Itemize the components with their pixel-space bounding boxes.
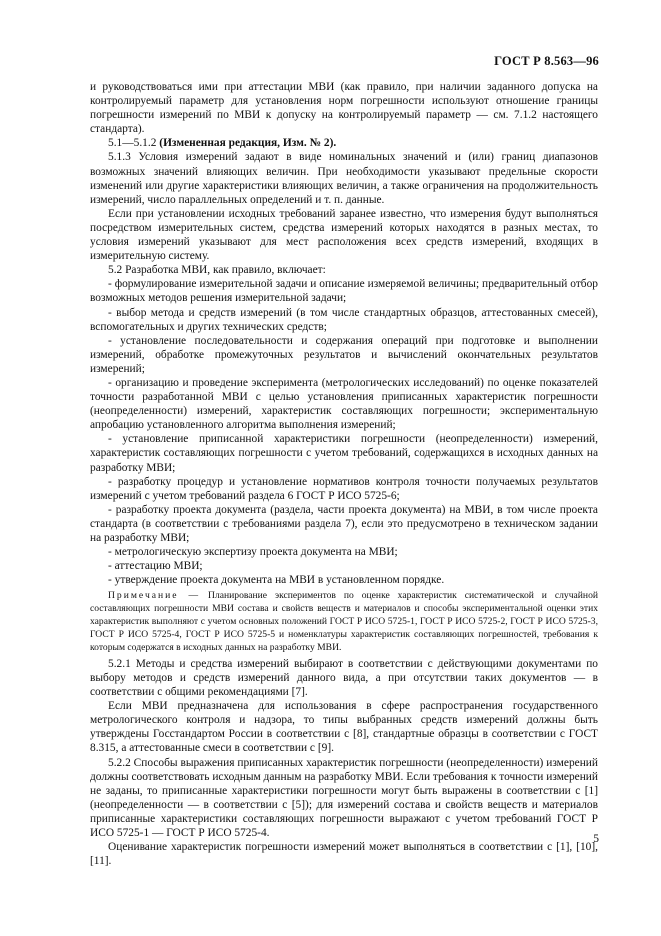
list-item: - выбор метода и средств измерений (в том числе стандартных образцов, аттестованных смесей), вспомогательных и других технических средств;: [90, 306, 598, 333]
note-label: Примечание —: [108, 590, 201, 602]
paragraph-state-control: Если МВИ предназначена для использования в сфере распространения государственного метрологического контроля и надзора, то типы выбранных средств измерений должны быть утверждены Госстандартом России в соответствии с [8], стандартные образцы в соответствии с ГОСТ 8.315, а аттестованные смеси в соответствии с [9].: [90, 700, 598, 755]
clause-5-2-2: 5.2.2 Способы выражения приписанных характеристик погрешности (неопределенности) измерений должны соответствовать исходным данным на разработку МВИ. Если требования к точности измерений не заданы, то приписанные характеристики погрешности могут быть выражены в соответствии с [1] (неопределенности — в соответствии с [5]); для измерений состава и свойств веществ и материалов приписанные характеристики составляющих погрешности выражают с учетом требований ГОСТ Р ИСО 5725-1 — ГОСТ Р ИСО 5725-4.: [90, 756, 598, 840]
document-code-header: ГОСТ Р 8.563—96: [494, 54, 599, 68]
note-block: [90, 590, 598, 655]
page-number: 5: [593, 833, 599, 845]
paragraph-measuring-systems: Если при установлении исходных требований заранее известно, что измерения будут выполняться посредством измерительных систем, средства измерений которых находятся в разных местах, то условия измерений указывают для мест расположения всех средств измерений, входящих в измерительную систему.: [90, 207, 598, 263]
amendment-line: [90, 136, 598, 150]
clause-range: 5.1—5.1.2: [108, 137, 157, 150]
amendment-note: (Измененная редакция, Изм. № 2).: [159, 137, 337, 150]
paragraph-continuation: и руководствоваться ими при аттестации МВИ (как правило, при наличии заданного допуска на контролируемый параметр для установления норм погрешности используют отношение границы погрешности измерений по МВИ к допуску на контролируемый параметр — см. 7.1.2 настоящего стандарта).: [90, 81, 598, 136]
list-item: - утверждение проекта документа на МВИ в установленном порядке.: [108, 574, 445, 587]
body-text: [90, 80, 598, 868]
paragraph-error-evaluation: Оценивание характеристик погрешности измерений может выполняться в соответствии с [1], [10], [11].: [90, 841, 598, 868]
list-item: - метрологическую экспертизу проекта документа на МВИ;: [108, 546, 398, 559]
list-item: - разработку проекта документа (раздела, части проекта документа) на МВИ, в том числе проекта стандарта (в соответствии с требованиями раздела 7), если это предусмотрено в техническом задании на разработку МВИ;: [90, 503, 598, 544]
list-item: - установление последовательности и содержания операций при подготовке и выполнении измерений, обработке промежуточных результатов и вычислений окончательных результатов измерений;: [90, 334, 598, 375]
clause-5-1-3: 5.1.3 Условия измерений задают в виде номинальных значений и (или) границ диапазонов возможных значений влияющих величин. При необходимости указывают предельные скорости изменений или другие характеристики влияющих величин, а также ограничения на продолжительность измерений, число параллельных определений и т. п. данные.: [90, 151, 598, 206]
list-item: - разработку процедур и установление нормативов контроля точности получаемых результатов измерений с учетом требований раздела 6 ГОСТ Р ИСО 5725-6;: [90, 475, 598, 502]
list-item: - установление приписанной характеристики погрешности (неопределенности) измерений, характеристик составляющих погрешности с учетом требований, содержащихся в исходных данных на разработку МВИ;: [90, 433, 598, 474]
list-item: - аттестацию МВИ;: [108, 560, 203, 573]
clause-5-2-1: 5.2.1 Методы и средства измерений выбирают в соответствии с действующими документами по выбору методов и средств измерений данного вида, а при отсутствии таких документов — в соответствии с общими рекомендациями [7].: [90, 657, 598, 699]
clause-5-2: 5.2 Разработка МВИ, как правило, включает:: [108, 264, 326, 277]
list-item: - организацию и проведение эксперимента (метрологических исследований) по оценке показателей точности разработанной МВИ с целью установления приписанных характеристик погрешности (неопределенности) измерений, характеристик составляющих погрешности; экспериментальную апробацию установленного алгоритма выполнения измерений;: [90, 376, 598, 432]
note-text: Планирование экспериментов по оценке характеристик систематической и случайной составляющих погрешности МВИ состава и свойств веществ и материалов и способы экспериментальной оценки этих характеристик выполняют с учетом основных положений ГОСТ Р ИСО 5725-1, ГОСТ Р ИСО 5725-2, ГОСТ Р ИСО 5725-3, ГОСТ Р ИСО 5725-4, ГОСТ Р ИСО 5725-5 и номенклатуры характеристик составляющих погрешностей, требования к которым содержатся в исходных данных на разработку МВИ.: [90, 590, 598, 653]
list-item: - формулирование измерительной задачи и описание измеряемой величины; предварительный отбор возможных методов решения измерительной задачи;: [90, 278, 598, 305]
